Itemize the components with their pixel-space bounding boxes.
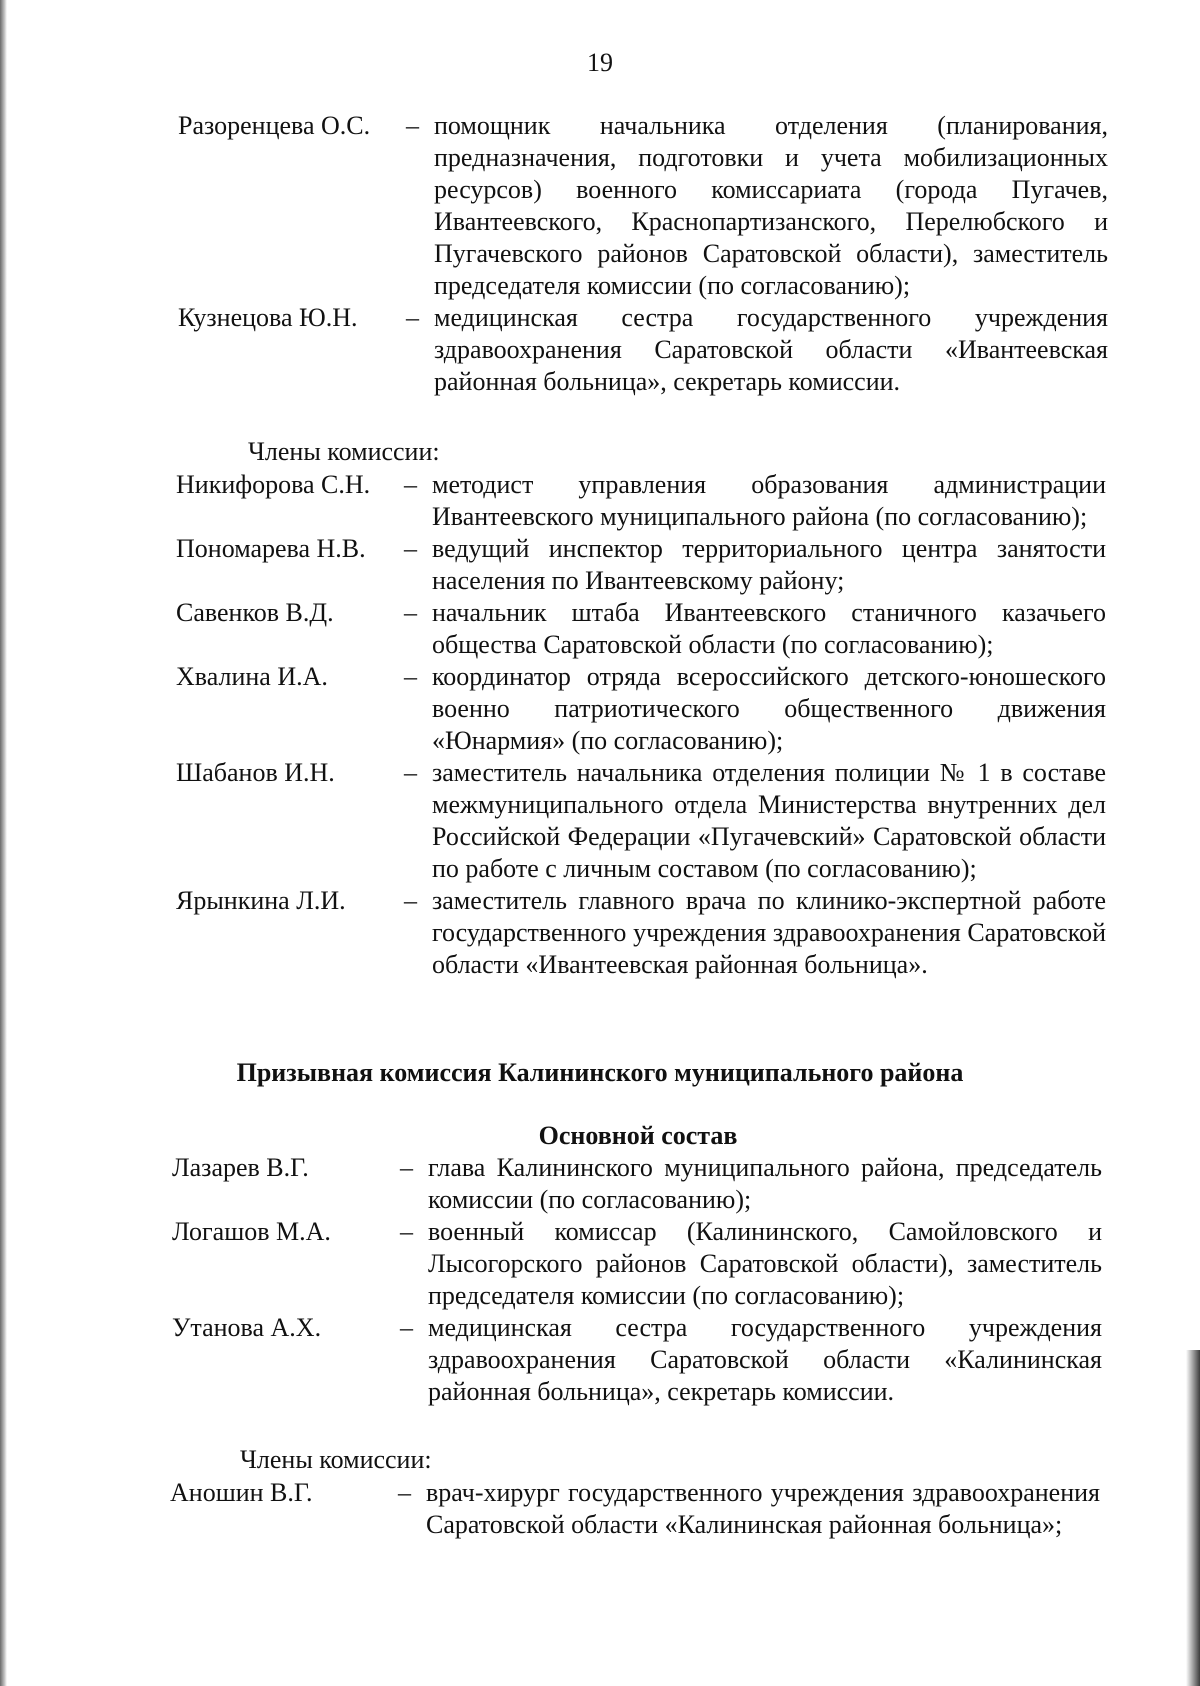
- member-name: Шабанов И.Н.: [176, 758, 335, 787]
- member-description: медицинская сестра государственного учреждения здравоохранения Саратовской области «Калининская районная больница», секретарь комиссии.: [428, 1313, 1102, 1406]
- member-entry: [0, 885, 1200, 981]
- member-name: Аношин В.Г.: [170, 1478, 313, 1507]
- member-entry: [0, 302, 1200, 398]
- dash-separator: –: [398, 1478, 411, 1507]
- member-description: помощник начальника отделения (планирования, предназначения, подготовки и учета мобилизационных ресурсов) военного комиссариата (города Пугачев, Ивантеевского, Краснопартизанского, Перелюбского и Пугачевского районов Саратовской области), заместитель председателя комиссии (по согласованию);: [434, 111, 1108, 300]
- member-entry: [0, 469, 1200, 533]
- member-name: Хвалина И.А.: [176, 662, 328, 691]
- section2-members-label: Члены комиссии:: [240, 1445, 432, 1474]
- member-entry: [0, 661, 1200, 757]
- section2-subtitle: Основной состав: [538, 1121, 738, 1150]
- member-entry: [0, 597, 1200, 661]
- member-entry: [0, 1152, 1200, 1216]
- member-entry: [0, 1312, 1200, 1408]
- member-name: Пономарева Н.В.: [176, 534, 366, 563]
- dash-separator: –: [400, 1217, 413, 1246]
- member-name: Савенков В.Д.: [176, 598, 334, 627]
- member-entry: [0, 1477, 1200, 1541]
- member-entry: [0, 757, 1200, 885]
- member-name: Логашов М.А.: [172, 1217, 331, 1246]
- member-description: ведущий инспектор территориального центра занятости населения по Ивантеевскому району;: [432, 534, 1106, 595]
- member-description: начальник штаба Ивантеевского станичного казачьего общества Саратовской области (по согласованию);: [432, 598, 1106, 659]
- member-description: врач-хирург государственного учреждения здравоохранения Саратовской области «Калининская районная больница»;: [426, 1478, 1100, 1539]
- dash-separator: –: [404, 534, 417, 563]
- dash-separator: –: [404, 758, 417, 787]
- member-entry: [0, 533, 1200, 597]
- member-description: медицинская сестра государственного учреждения здравоохранения Саратовской области «Ивантеевская районная больница», секретарь комиссии.: [434, 303, 1108, 396]
- member-name: Лазарев В.Г.: [172, 1153, 309, 1182]
- member-entry: [0, 110, 1200, 302]
- dash-separator: –: [404, 598, 417, 627]
- member-description: координатор отряда всероссийского детского-юношеского военно патриотического общественного движения «Юнармия» (по согласованию);: [432, 662, 1106, 755]
- dash-separator: –: [406, 111, 419, 140]
- dash-separator: –: [400, 1153, 413, 1182]
- member-description: глава Калининского муниципального района, председатель комиссии (по согласованию);: [428, 1153, 1102, 1214]
- member-description: методист управления образования администрации Ивантеевского муниципального района (по согласованию);: [432, 470, 1106, 531]
- member-name: Утанова А.Х.: [172, 1313, 322, 1342]
- member-name: Ярынкина Л.И.: [176, 886, 346, 915]
- dash-separator: –: [400, 1313, 413, 1342]
- member-name: Кузнецова Ю.Н.: [178, 303, 358, 332]
- dash-separator: –: [406, 303, 419, 332]
- member-description: заместитель главного врача по клинико-экспертной работе государственного учреждения здравоохранения Саратовской области «Ивантеевская районная больница».: [432, 886, 1106, 979]
- member-name: Никифорова С.Н.: [176, 470, 371, 499]
- dash-separator: –: [404, 886, 417, 915]
- member-description: военный комиссар (Калининского, Самойловского и Лысогорского районов Саратовской области), заместитель председателя комиссии (по согласованию);: [428, 1217, 1102, 1310]
- member-entry: [0, 1216, 1200, 1312]
- member-description: заместитель начальника отделения полиции № 1 в составе межмуниципального отдела Министерства внутренних дел Российской Федерации «Пугачевский» Саратовской области по работе с личным составом (по согласованию);: [432, 758, 1106, 883]
- page-number: 19: [587, 48, 613, 77]
- section2-title: Призывная комиссия Калининского муниципального района: [236, 1058, 964, 1087]
- dash-separator: –: [404, 662, 417, 691]
- section1-members-label: Члены комиссии:: [248, 437, 440, 466]
- dash-separator: –: [404, 470, 417, 499]
- member-name: Разоренцева О.С.: [178, 111, 371, 140]
